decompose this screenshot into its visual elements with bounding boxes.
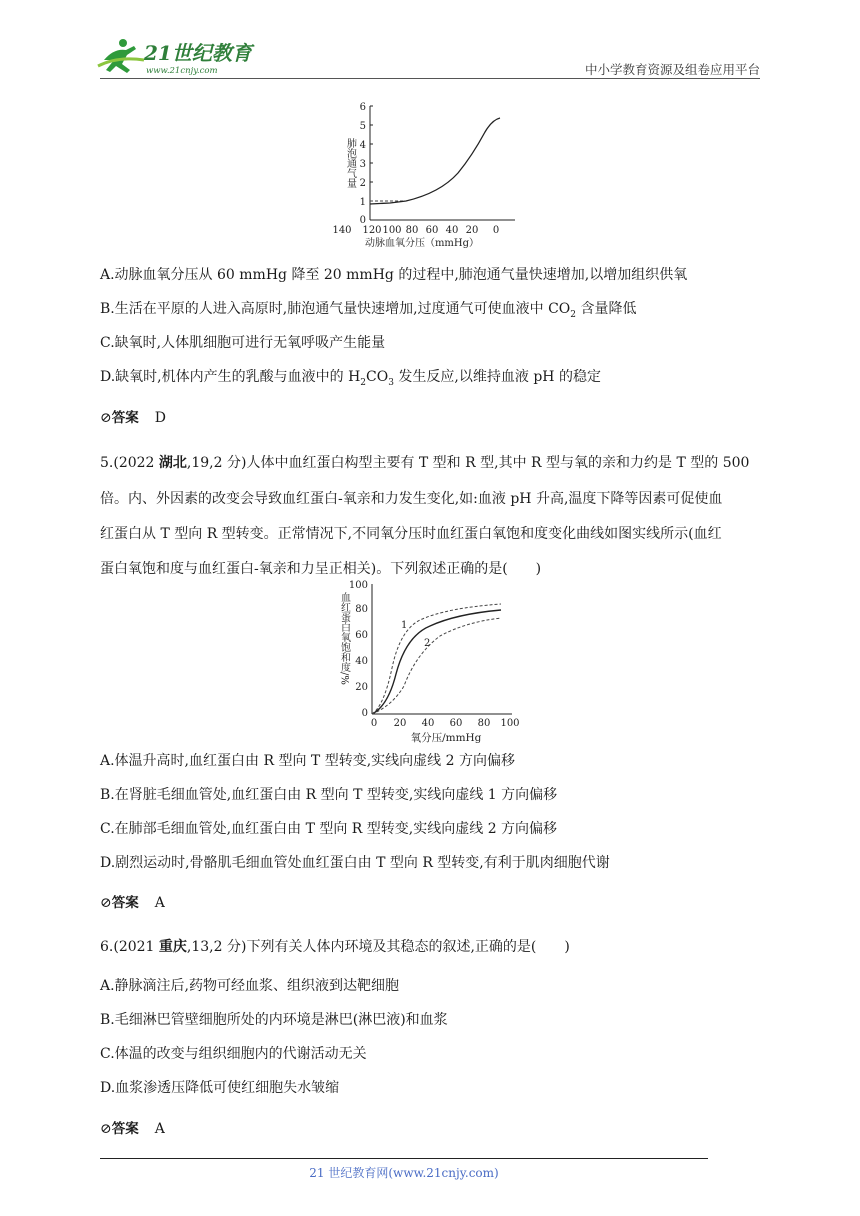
- saturation-chart: [336, 578, 536, 746]
- y-axis-label: 肺泡通气量: [344, 138, 356, 188]
- x-tick: 80: [405, 225, 419, 236]
- y-tick: 3: [359, 159, 366, 170]
- logo-main-text: 21世纪教育: [144, 41, 252, 65]
- y-tick: 40: [355, 656, 368, 667]
- y-tick: 0: [361, 708, 368, 719]
- q5-option-d: D.剧烈运动时,骨骼肌毛细血管处血红蛋白由 T 型向 R 型转变,有利于肌肉细胞代谢: [100, 855, 610, 871]
- dashed-curve-1: [372, 604, 501, 714]
- q6-option-c: C.体温的改变与组织细胞内的代谢活动无关: [100, 1046, 367, 1062]
- check-icon: ⊘: [100, 895, 112, 911]
- q6-option-b: B.毛细淋巴管壁细胞所处的内环境是淋巴(淋巴液)和血浆: [100, 1012, 448, 1028]
- q5-stem-line-3: 红蛋白从 T 型向 R 型转变。正常情况下,不同氧分压时血红蛋白氧饱和度变化曲线如图实线所示(血红: [100, 526, 722, 542]
- y-tick: 80: [355, 604, 368, 615]
- ventilation-curve: [370, 118, 500, 204]
- y-tick: 20: [355, 682, 368, 693]
- runner-icon: [98, 39, 144, 73]
- x-tick: 40: [421, 718, 435, 729]
- platform-name: 中小学教育资源及组卷应用平台: [584, 62, 760, 77]
- check-icon: ⊘: [100, 410, 112, 426]
- solid-curve: [372, 610, 501, 714]
- x-tick: 60: [425, 225, 439, 236]
- check-icon: ⊘: [100, 1121, 112, 1137]
- q4-answer-value: D: [154, 410, 166, 426]
- footer-divider: [100, 1158, 708, 1159]
- x-tick: 0: [492, 225, 500, 236]
- x-tick: 40: [445, 225, 459, 236]
- site-logo: [96, 36, 266, 76]
- x-tick: 20: [393, 718, 407, 729]
- q6-answer-value: A: [154, 1121, 165, 1137]
- x-tick: 100: [382, 225, 402, 236]
- ventilation-chart: [330, 98, 520, 254]
- q4-option-c: C.缺氧时,人体肌细胞可进行无氧呼吸产生能量: [100, 335, 386, 351]
- q5-answer: ⊘答案 A: [100, 895, 165, 911]
- y-tick: 0: [359, 215, 366, 226]
- header-divider: [100, 78, 760, 79]
- q4-answer: ⊘答案 D: [100, 410, 166, 426]
- q5-option-c: C.在肺部毛细血管处,血红蛋白由 T 型向 R 型转变,实线向虚线 2 方向偏移: [100, 821, 558, 837]
- dashed-curve-2: [372, 618, 501, 714]
- x-axis-label: 动脉血氧分压（mmHg）: [364, 238, 480, 249]
- q6-answer: ⊘答案 A: [100, 1121, 165, 1137]
- q4-option-b: B.生活在平原的人进入高原时,肺泡通气量快速增加,过度通气可使血液中 $CO_2$ 含量降低: [100, 301, 637, 320]
- q5-answer-value: A: [154, 895, 165, 911]
- x-tick: 20: [465, 225, 479, 236]
- footer-text[interactable]: 21 世纪教育网(www.21cnjy.com): [309, 1166, 499, 1180]
- q5-stem-line-2: 倍。内、外因素的改变会导致血红蛋白-氧亲和力发生变化,如:血液 pH 升高,温度下降等因素可促使血: [100, 491, 723, 507]
- q6-option-d: D.血浆渗透压降低可使红细胞失水皱缩: [100, 1080, 340, 1096]
- q5-stem-line-1: 5.(2022 湖北,19,2 分)人体中血红蛋白构型主要有 T 型和 R 型,其中 R 型与氧的亲和力约是 T 型的 500: [100, 455, 750, 471]
- y-tick: 6: [359, 102, 366, 113]
- x-tick: 80: [477, 718, 491, 729]
- x-axis-label: 氧分压/mmHg: [410, 732, 482, 744]
- curve-2-label: 2: [424, 638, 431, 649]
- y-tick: 5: [359, 121, 366, 132]
- q6-stem: 6.(2021 重庆,13,2 分)下列有关人体内环境及其稳态的叙述,正确的是( ): [100, 939, 570, 955]
- y-tick: 4: [359, 140, 366, 151]
- x-tick: 120: [362, 225, 382, 236]
- y-tick: 100: [348, 580, 368, 591]
- curve-1-label: 1: [401, 620, 408, 631]
- q4-option-a: A.动脉血氧分压从 60 mmHg 降至 20 mmHg 的过程中,肺泡通气量快速增加,以增加组织供氧: [100, 267, 688, 283]
- logo-url-text: www.21cnjy.com: [146, 66, 218, 76]
- q6-option-a: A.静脉滴注后,药物可经血浆、组织液到达靶细胞: [100, 978, 400, 994]
- q5-option-a: A.体温升高时,血红蛋白由 R 型向 T 型转变,实线向虚线 2 方向偏移: [100, 753, 515, 769]
- x-tick: 140: [332, 225, 352, 236]
- x-tick: 100: [500, 718, 520, 729]
- q4-option-d: D.缺氧时,机体内产生的乳酸与血液中的 $H_2CO_3$ 发生反应,以维持血液 pH 的稳定: [100, 369, 601, 388]
- y-tick: 2: [359, 178, 366, 189]
- x-tick: 60: [449, 718, 463, 729]
- y-tick: 1: [359, 197, 366, 208]
- y-axis-label: 血红蛋白氧饱和度/%: [338, 592, 350, 685]
- q5-stem-line-4: 蛋白氧饱和度与血红蛋白-氧亲和力呈正相关)。下列叙述正确的是( ): [100, 561, 542, 577]
- x-origin-tick: 0: [370, 718, 378, 729]
- y-tick: 60: [355, 630, 368, 641]
- q5-option-b: B.在肾脏毛细血管处,血红蛋白由 R 型向 T 型转变,实线向虚线 1 方向偏移: [100, 787, 558, 803]
